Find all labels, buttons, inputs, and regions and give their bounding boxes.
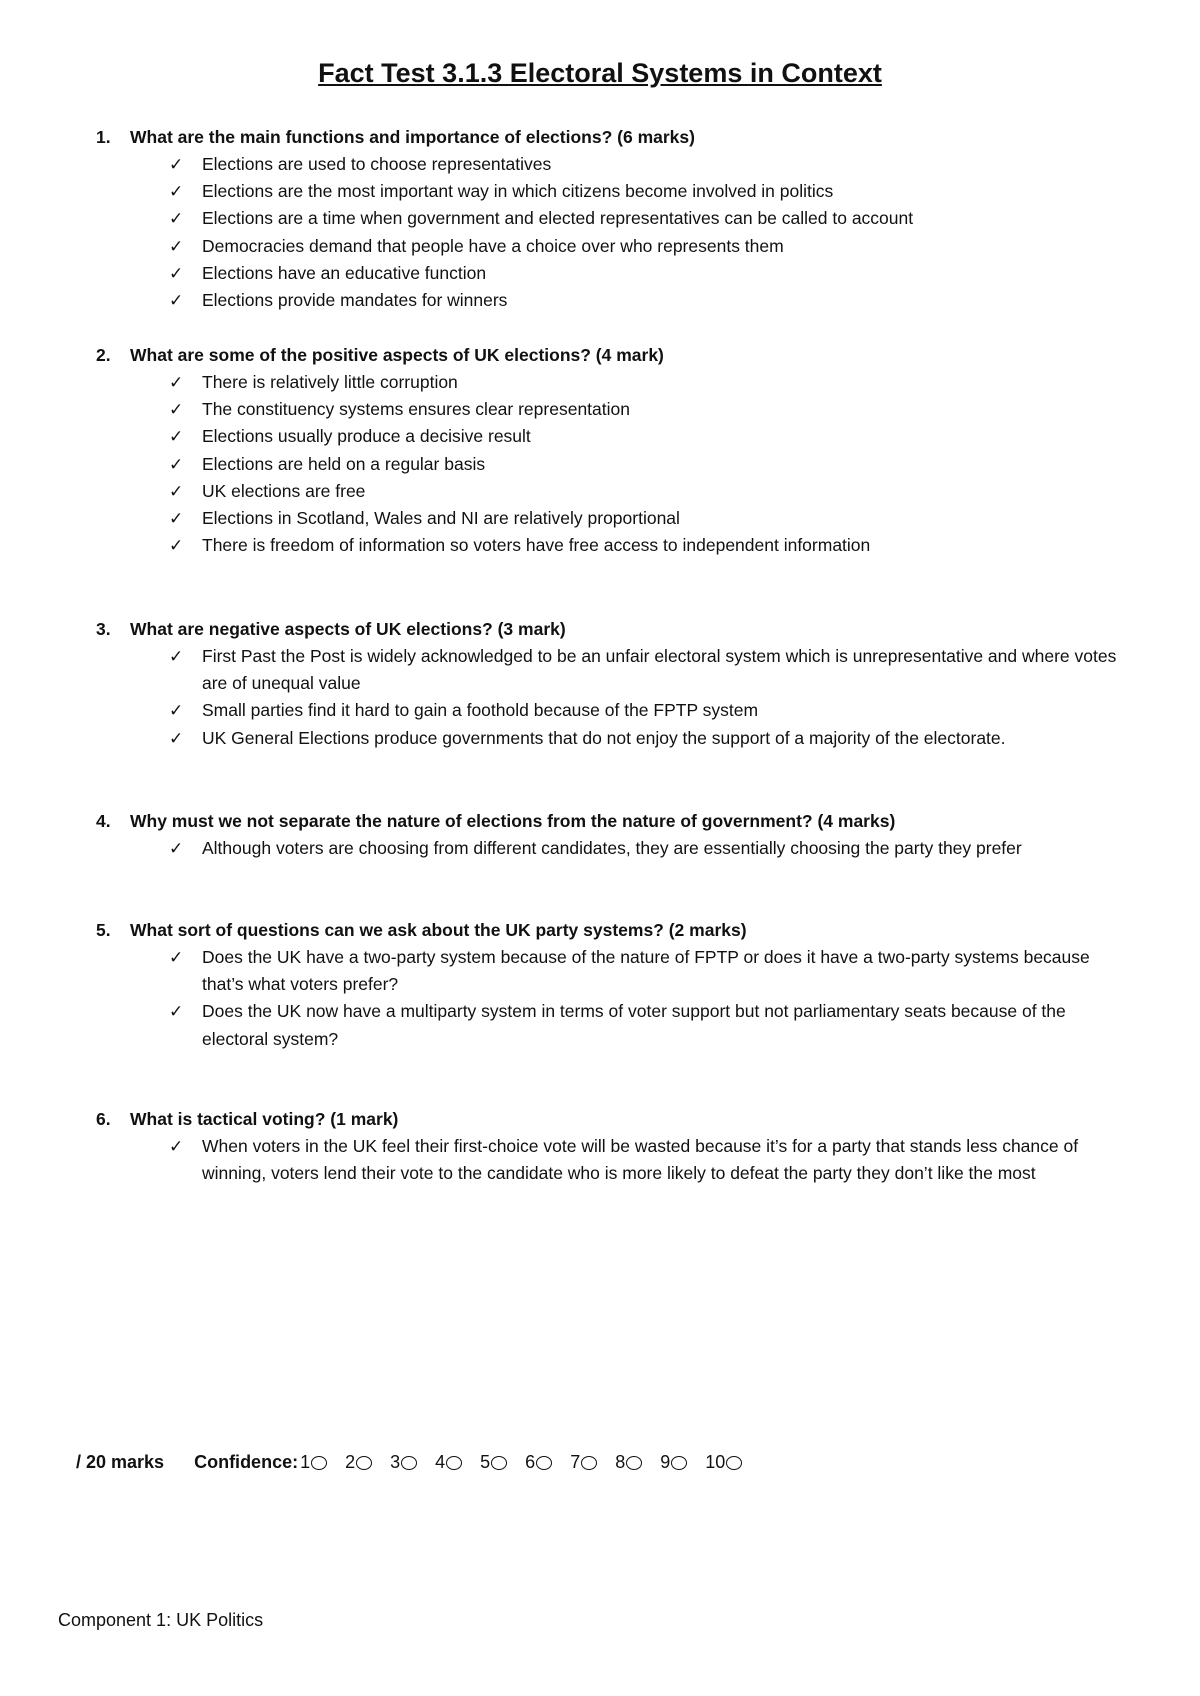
answer-text: Elections provide mandates for winners [202, 290, 508, 311]
answer-item [169, 287, 1176, 314]
question-5 [96, 917, 1176, 1053]
radio-circle-icon[interactable] [311, 1456, 327, 1470]
answer-item [169, 998, 1176, 1052]
question-text: What are the main functions and importance of elections? (6 marks) [130, 127, 695, 147]
answer-item [169, 532, 1176, 559]
radio-circle-icon[interactable] [536, 1456, 552, 1470]
radio-circle-icon[interactable] [356, 1456, 372, 1470]
question-text: Why must we not separate the nature of elections from the nature of government? (4 marks) [130, 811, 896, 831]
checkmark-icon: ✓ [169, 155, 184, 174]
answer-text: The constituency systems ensures clear representation [202, 399, 630, 420]
answer-text: Does the UK now have a multiparty system in terms of voter support but not parliamentary seats because of the electoral system? [202, 1001, 1066, 1049]
radio-circle-icon[interactable] [726, 1456, 742, 1470]
answer-item [169, 944, 1176, 998]
radio-circle-icon[interactable] [491, 1456, 507, 1470]
answer-item [169, 151, 1176, 178]
answer-text: There is freedom of information so voters have free access to independent information [202, 535, 871, 556]
question-text: What are some of the positive aspects of UK elections? (4 mark) [130, 345, 664, 365]
confidence-option-2[interactable] [345, 1452, 372, 1473]
checkmark-icon: ✓ [169, 1137, 184, 1156]
confidence-number: 7 [570, 1452, 581, 1472]
radio-circle-icon[interactable] [671, 1456, 687, 1470]
checkmark-icon: ✓ [169, 263, 184, 283]
question-heading [96, 1106, 1176, 1133]
radio-circle-icon[interactable] [401, 1456, 417, 1470]
confidence-option-8[interactable] [615, 1452, 642, 1473]
confidence-option-10[interactable] [705, 1452, 742, 1473]
checkmark-icon: ✓ [169, 454, 184, 474]
answer-list [96, 1133, 1176, 1187]
checkmark-icon: ✓ [169, 839, 184, 858]
footer: Component 1: UK Politics [58, 1610, 264, 1630]
score-line [76, 1452, 760, 1473]
confidence-number: 3 [390, 1452, 401, 1472]
radio-circle-icon[interactable] [581, 1456, 597, 1470]
checkmark-icon: ✓ [169, 481, 184, 501]
question-text: What sort of questions can we ask about the UK party systems? (2 marks) [130, 920, 747, 940]
checkmark-icon: ✓ [169, 209, 184, 229]
answer-text: Elections have an educative function [202, 262, 487, 283]
checkmark-icon: ✓ [169, 647, 184, 666]
confidence-number: 1 [300, 1452, 311, 1472]
confidence-number: 4 [435, 1452, 446, 1472]
confidence-option-6[interactable] [525, 1452, 552, 1473]
question-heading [96, 342, 1176, 369]
answer-text: UK elections are free [202, 480, 366, 501]
page-title: Fact Test 3.1.3 Electoral Systems in Context [318, 58, 882, 88]
checkmark-icon: ✓ [169, 1002, 184, 1022]
confidence-option-4[interactable] [435, 1452, 462, 1473]
checkmark-icon: ✓ [169, 948, 184, 967]
marks-total: / 20 marks [76, 1452, 165, 1472]
question-number: 1. [96, 127, 111, 147]
answer-item [169, 725, 1176, 752]
confidence-option-9[interactable] [660, 1452, 687, 1473]
answer-text: Elections are used to choose representatives [202, 154, 552, 174]
answer-text: There is relatively little corruption [202, 372, 458, 392]
question-6 [96, 1106, 1176, 1187]
checkmark-icon: ✓ [169, 291, 184, 311]
question-heading [96, 917, 1176, 944]
checkmark-icon: ✓ [169, 236, 184, 256]
confidence-number: 5 [480, 1452, 491, 1472]
confidence-number: 9 [660, 1452, 671, 1472]
checkmark-icon: ✓ [169, 509, 184, 529]
question-heading [96, 616, 1176, 643]
answer-text: Although voters are choosing from different candidates, they are essentially choosing the party they prefer [202, 838, 1022, 858]
answer-text: Elections are the most important way in which citizens become involved in politics [202, 181, 834, 202]
confidence-option-1[interactable] [300, 1452, 327, 1473]
confidence-option-3[interactable] [390, 1452, 417, 1473]
answer-item [169, 478, 1176, 505]
answer-list [96, 944, 1176, 1053]
answer-item [169, 396, 1176, 423]
answer-list [96, 643, 1176, 752]
checkmark-icon: ✓ [169, 373, 184, 392]
question-heading [96, 124, 1176, 151]
answer-list [96, 369, 1176, 559]
question-number: 4. [96, 811, 111, 831]
answer-text: When voters in the UK feel their first-choice vote will be wasted because it’s for a party that stands less chance of winning, voters lend their vote to the candidate who is more likely to defeat the party they don’t like the most [202, 1136, 1079, 1184]
confidence-number: 10 [705, 1452, 726, 1472]
question-1 [96, 124, 1176, 314]
question-heading [96, 808, 1176, 835]
radio-circle-icon[interactable] [446, 1456, 462, 1470]
confidence-option-7[interactable] [570, 1452, 597, 1473]
answer-text: Democracies demand that people have a choice over who represents them [202, 235, 784, 256]
question-2 [96, 342, 1176, 559]
answer-item [169, 178, 1176, 205]
answer-item [169, 205, 1176, 232]
answer-item [169, 260, 1176, 287]
question-text: What are negative aspects of UK elections? (3 mark) [130, 619, 566, 639]
confidence-number: 8 [615, 1452, 626, 1472]
answer-item [169, 643, 1176, 697]
answer-item [169, 505, 1176, 532]
question-4 [96, 808, 1176, 862]
confidence-number: 6 [525, 1452, 536, 1472]
question-number: 5. [96, 920, 111, 940]
confidence-options [300, 1452, 760, 1473]
answer-item [169, 1133, 1176, 1187]
answer-text: Elections in Scotland, Wales and NI are relatively proportional [202, 508, 680, 529]
answer-text: Does the UK have a two-party system because of the nature of FPTP or does it have a two-party systems because that’s what voters prefer? [202, 947, 1090, 995]
answer-item [169, 233, 1176, 260]
answer-text: First Past the Post is widely acknowledged to be an unfair electoral system which is unrepresentative and where votes are of unequal value [202, 646, 1117, 694]
answer-text: Elections usually produce a decisive result [202, 426, 531, 447]
checkmark-icon: ✓ [169, 701, 184, 721]
question-number: 2. [96, 345, 111, 365]
question-number: 6. [96, 1109, 111, 1129]
checkmark-icon: ✓ [169, 536, 184, 556]
confidence-label: Confidence: [194, 1452, 299, 1472]
answer-text: Elections are held on a regular basis [202, 453, 486, 474]
answer-item [169, 697, 1176, 724]
answer-text: Small parties find it hard to gain a foothold because of the FPTP system [202, 700, 759, 721]
question-3 [96, 616, 1176, 752]
answer-item [169, 835, 1176, 862]
answer-text: Elections are a time when government and elected representatives can be called to account [202, 208, 914, 229]
checkmark-icon: ✓ [169, 400, 184, 420]
question-number: 3. [96, 619, 111, 639]
checkmark-icon: ✓ [169, 182, 184, 202]
checkmark-icon: ✓ [169, 728, 184, 748]
answer-item [169, 369, 1176, 396]
answer-item [169, 423, 1176, 450]
answer-item [169, 451, 1176, 478]
answer-list [96, 835, 1176, 862]
answer-text: UK General Elections produce governments that do not enjoy the support of a majority of the electorate. [202, 727, 1006, 748]
confidence-option-5[interactable] [480, 1452, 507, 1473]
answer-list [96, 151, 1176, 314]
question-text: What is tactical voting? (1 mark) [130, 1109, 399, 1129]
radio-circle-icon[interactable] [626, 1456, 642, 1470]
checkmark-icon: ✓ [169, 427, 184, 447]
confidence-number: 2 [345, 1452, 356, 1472]
